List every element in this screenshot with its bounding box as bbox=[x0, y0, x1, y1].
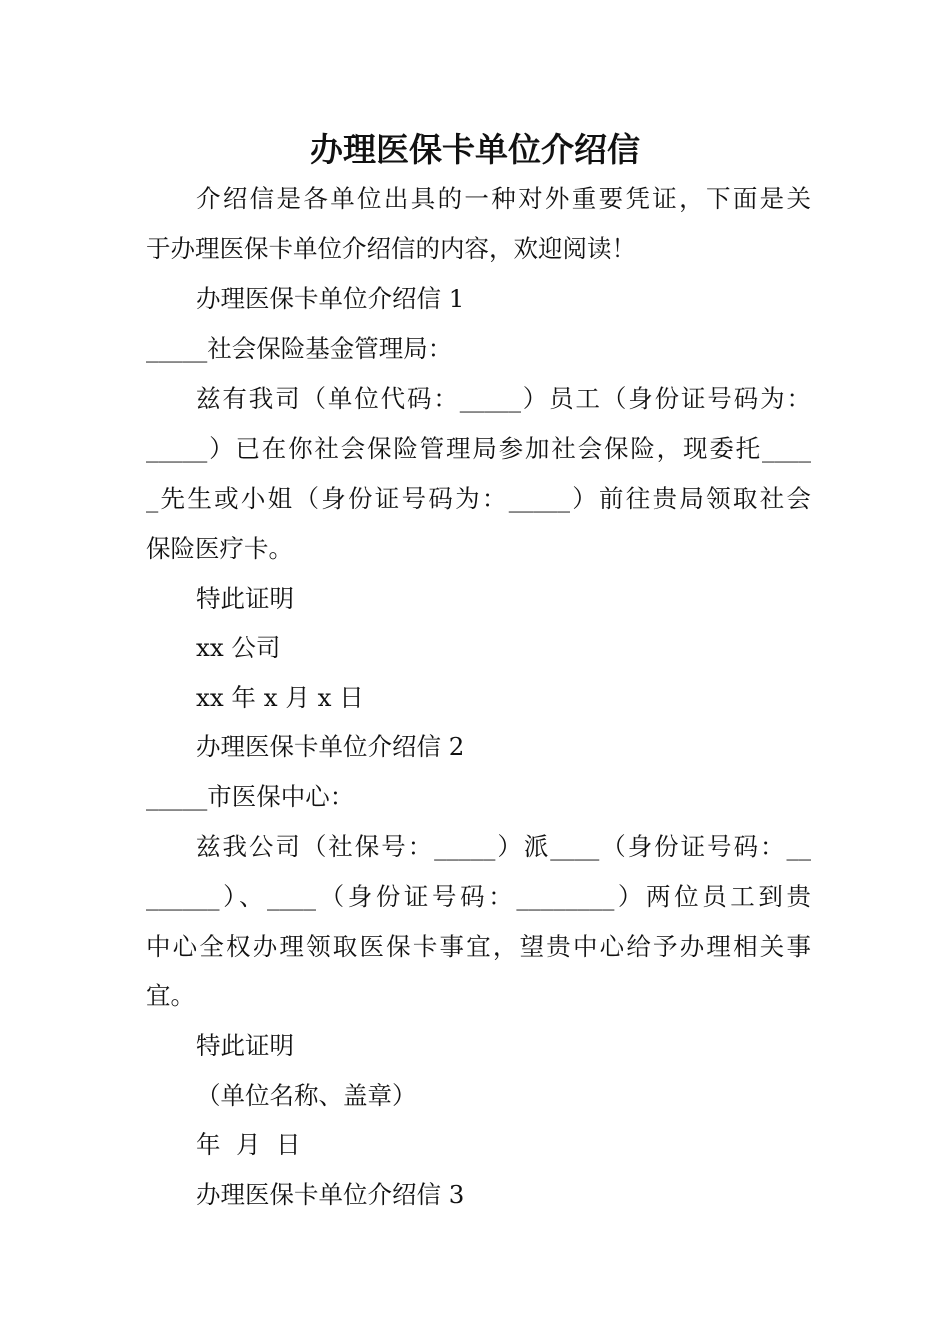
letter2-company-seal: （单位名称、盖章） bbox=[196, 1081, 417, 1110]
letter1-certify: 特此证明 bbox=[196, 584, 294, 613]
document-title: 办理医保卡单位介绍信 bbox=[310, 130, 640, 169]
letter2-date: 年 月 日 bbox=[196, 1130, 301, 1159]
letter2-certify: 特此证明 bbox=[196, 1031, 294, 1060]
letter1-body-line-3: _先生或小姐（身份证号码为：_____）前往贵局领取社会 bbox=[146, 484, 811, 513]
intro-line-1: 介绍信是各单位出具的一种对外重要凭证，下面是关 bbox=[196, 184, 811, 213]
letter1-body-line-1: 兹有我司（单位代码：_____）员工（身份证号码为： bbox=[196, 384, 811, 413]
letter1-company: xx 公司 bbox=[196, 633, 281, 662]
intro-line-2: 于办理医保卡单位介绍信的内容，欢迎阅读！ bbox=[146, 234, 636, 263]
letter1-date: xx 年 x 月 x 日 bbox=[196, 683, 364, 712]
section-heading-1: 办理医保卡单位介绍信 1 bbox=[196, 284, 465, 313]
letter2-addressee: _____市医保中心： bbox=[146, 782, 355, 811]
letter1-body-line-4: 保险医疗卡。 bbox=[146, 534, 293, 563]
section-heading-2: 办理医保卡单位介绍信 2 bbox=[196, 732, 465, 761]
letter2-body-line-1: 兹我公司（社保号：_____）派____（身份证号码：__ bbox=[196, 832, 811, 861]
letter2-body-line-4: 宜。 bbox=[146, 981, 195, 1010]
letter2-body-line-2: ______）、____（身份证号码：________）两位员工到贵 bbox=[146, 882, 811, 911]
letter2-body-line-3: 中心全权办理领取医保卡事宜，望贵中心给予办理相关事 bbox=[146, 932, 811, 961]
section-heading-3: 办理医保卡单位介绍信 3 bbox=[196, 1180, 465, 1209]
letter1-body-line-2: _____）已在你社会保险管理局参加社会保险，现委托____ bbox=[146, 434, 811, 463]
letter1-addressee: _____社会保险基金管理局： bbox=[146, 334, 453, 363]
